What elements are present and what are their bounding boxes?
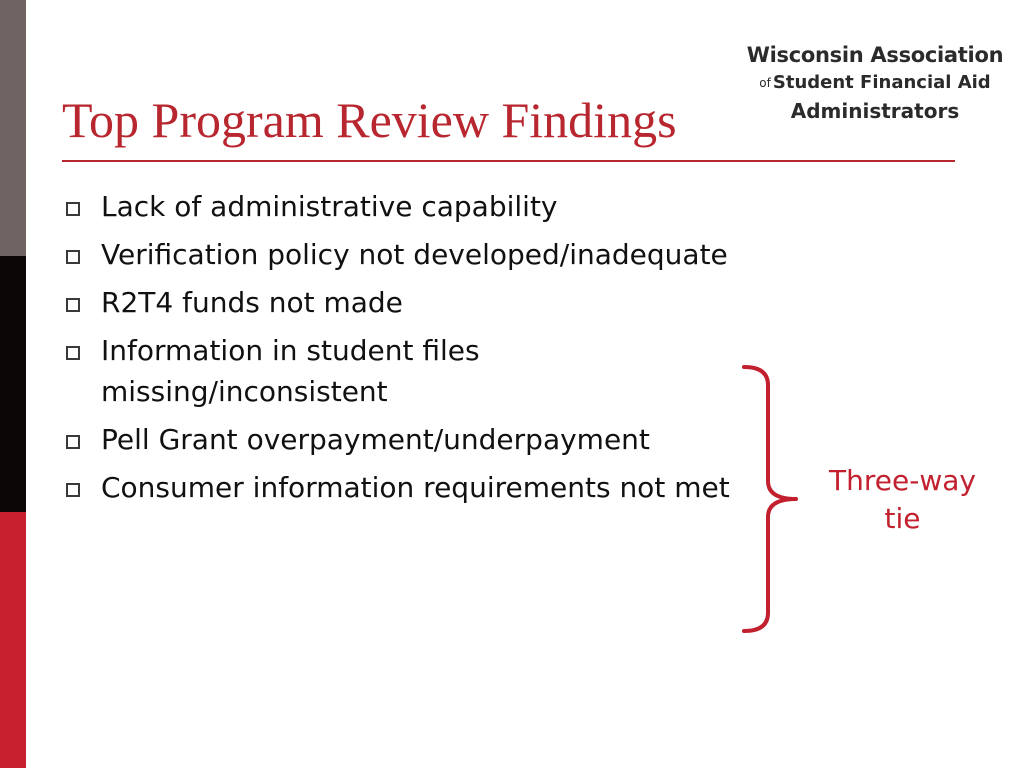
list-item-text: Verification policy not developed/inadequate [101,238,728,271]
logo-line-2-text: Student Financial Aid [772,72,991,93]
title-underline [62,160,955,162]
accent-bar-middle [0,256,26,512]
hollow-square-bullet-icon [66,250,80,264]
hollow-square-bullet-icon [66,298,80,312]
list-item-text: Pell Grant overpayment/underpayment [101,423,650,456]
hollow-square-bullet-icon [66,435,80,449]
three-way-tie-callout [800,462,1005,538]
brace-path [744,367,796,631]
hollow-square-bullet-icon [66,346,80,360]
logo-line-1: Wisconsin Association [746,43,1004,67]
slide-title: Top Program Review Findings [62,92,677,148]
accent-bar-top [0,0,26,256]
list-item-text: R2T4 funds not made [101,286,403,319]
hollow-square-bullet-icon [66,202,80,216]
logo-line-3: Administrators [790,99,960,123]
list-item-text: Consumer information requirements not met [101,471,730,504]
list-item [62,419,742,460]
hollow-square-bullet-icon [66,483,80,497]
logo-line-2-prefix: of [759,76,771,90]
accent-bar-bottom [0,512,26,768]
list-item-text: Lack of administrative capability [101,190,558,223]
organization-logo [735,40,1015,126]
callout-line-2: tie [884,502,921,535]
list-item [62,330,742,412]
list-item [62,186,742,227]
logo-line-2 [735,70,1015,96]
list-item [62,467,742,508]
right-curly-brace-icon [740,363,804,635]
callout-line-1: Three-way [829,464,976,497]
list-item [62,282,742,323]
left-accent-bar [0,0,26,768]
list-item [62,234,742,275]
findings-list [62,186,742,515]
list-item-text: Information in student files missing/inconsistent [101,334,480,408]
